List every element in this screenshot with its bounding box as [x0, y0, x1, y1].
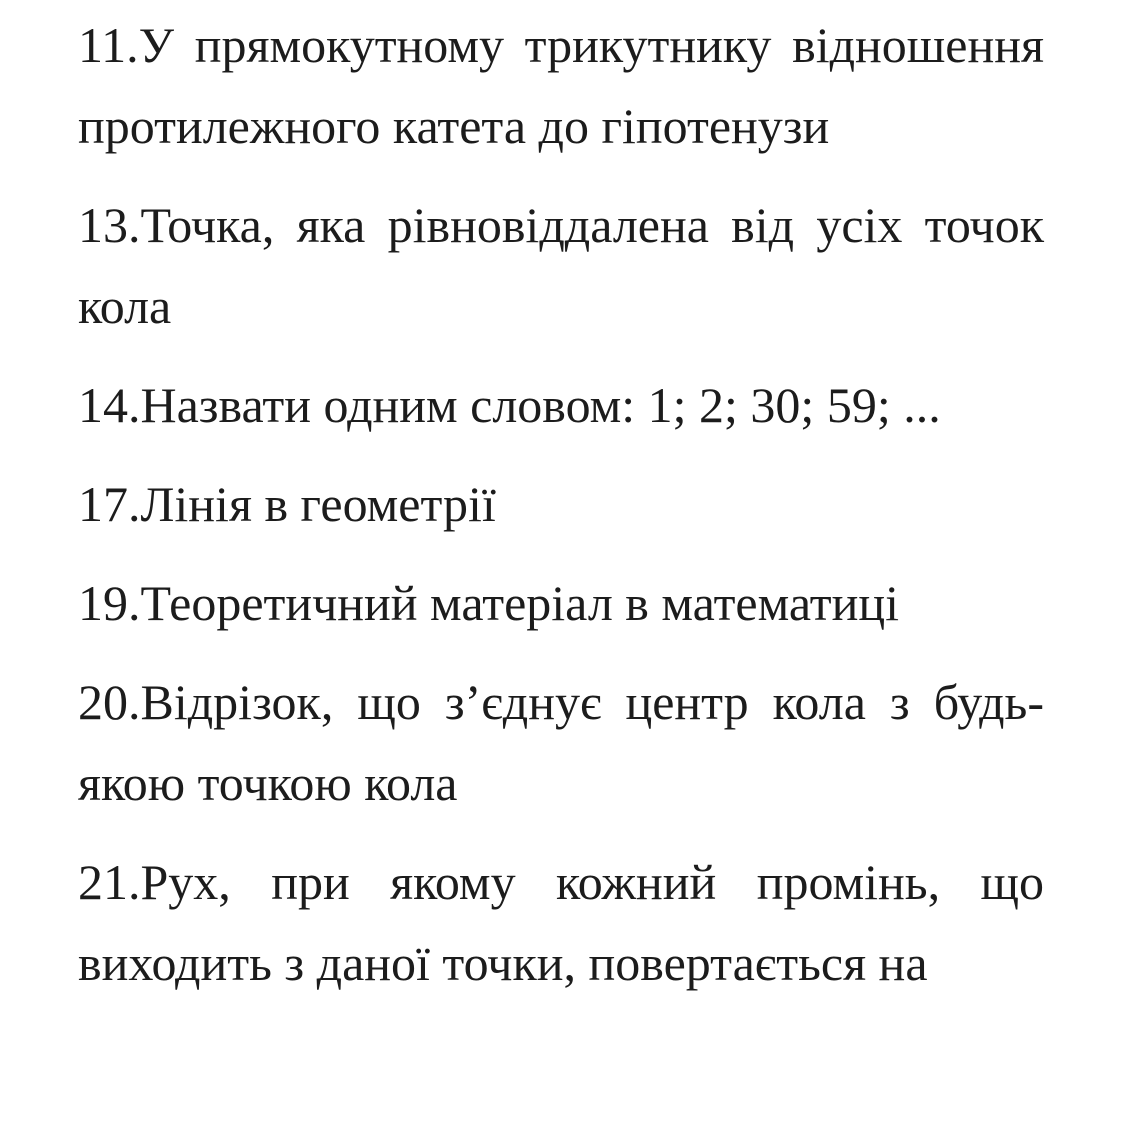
question-14: 14.Назвати одним словом: 1; 2; 30; 59; ...	[78, 377, 941, 433]
document-page	[78, 0, 1044, 1004]
question-20: 20.Відрізок, що з’єднує центр кола з будь-якою точкою кола	[78, 674, 1044, 811]
question-11: 11.У прямокутному трикутнику відношення протилежного катета до гіпотенузи	[78, 17, 1044, 154]
question-19: 19.Теоретичний матеріал в математиці	[78, 575, 900, 631]
question-21: 21.Рух, при якому кожний промінь, що виходить з даної точки, повертається на	[78, 854, 1044, 991]
question-17: 17.Лінія в геометрії	[78, 476, 496, 532]
question-13: 13.Точка, яка рівновіддалена від усіх точок кола	[78, 197, 1044, 334]
